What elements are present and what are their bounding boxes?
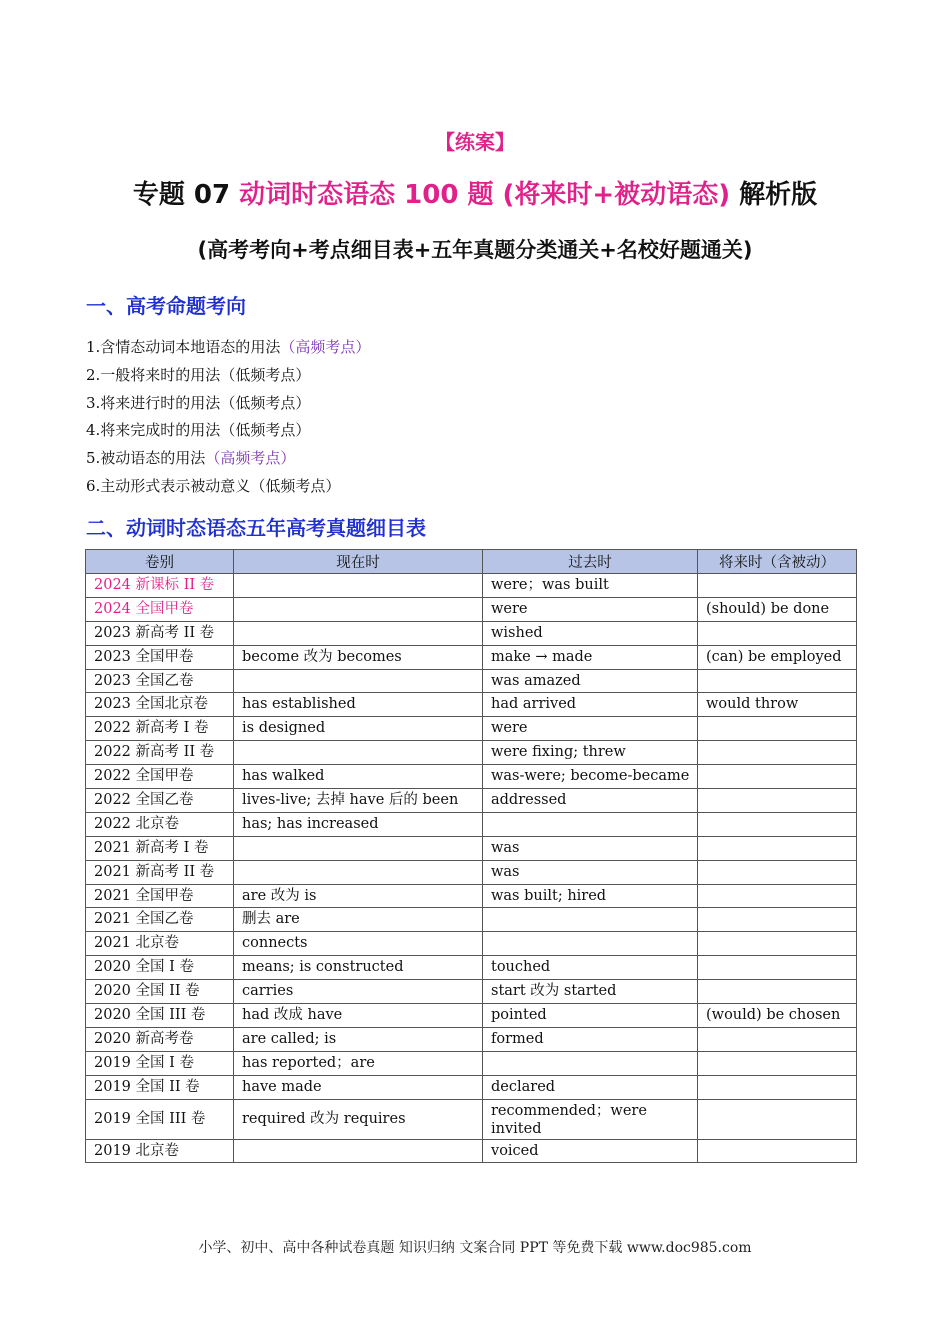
table-row (86, 908, 857, 932)
table-row (86, 884, 857, 908)
table-cell: lives-live; 去掉 have 后的 been (234, 789, 483, 813)
section2-heading: 二、动词时态语态五年高考真题细目表 (86, 516, 426, 540)
table-cell: had 改成 have (234, 1004, 483, 1028)
table-row (86, 812, 857, 836)
table-cell (698, 1075, 857, 1099)
table-cell: 2023 新高考 II 卷 (86, 621, 234, 645)
table-cell (698, 812, 857, 836)
table-cell: has; has increased (234, 812, 483, 836)
table-cell: were fixing; threw (483, 741, 698, 765)
table-cell: was amazed (483, 669, 698, 693)
table-cell: were (483, 597, 698, 621)
table-cell (234, 621, 483, 645)
table-cell: was (483, 860, 698, 884)
table-cell: are called; is (234, 1027, 483, 1051)
table-row (86, 956, 857, 980)
footer: 小学、初中、高中各种试卷真题 知识归纳 文案合同 PPT 等免费下载 www.doc985.com (198, 1240, 752, 1256)
table-cell (698, 1099, 857, 1139)
table-cell: was-were; become-became (483, 765, 698, 789)
table-cell: had arrived (483, 693, 698, 717)
table-row (86, 741, 857, 765)
table-cell: wished (483, 621, 698, 645)
table-row (86, 1027, 857, 1051)
table-cell: 2020 全国 III 卷 (86, 1004, 234, 1028)
table-cell: is designed (234, 717, 483, 741)
table-cell (234, 860, 483, 884)
table-cell: was built; hired (483, 884, 698, 908)
table-cell (698, 621, 857, 645)
table-cell: declared (483, 1075, 698, 1099)
table-cell: 2019 全国 III 卷 (86, 1099, 234, 1139)
table-cell (698, 574, 857, 598)
table-cell (234, 836, 483, 860)
table-cell: 2024 全国甲卷 (86, 597, 234, 621)
list-item: 1.含情态动词本地语态的用法（高频考点） (86, 338, 371, 356)
table-cell: means; is constructed (234, 956, 483, 980)
table-cell: addressed (483, 789, 698, 813)
table-cell (698, 860, 857, 884)
table-cell (234, 597, 483, 621)
table-row (86, 1075, 857, 1099)
table-cell: was (483, 836, 698, 860)
table-cell: 2020 新高考卷 (86, 1027, 234, 1051)
table-cell: pointed (483, 1004, 698, 1028)
table-row (86, 1139, 857, 1163)
table-cell (698, 717, 857, 741)
table-cell: are 改为 is (234, 884, 483, 908)
page-subtitle: (高考考向+考点细目表+五年真题分类通关+名校好题通关) (197, 238, 753, 262)
table-cell (698, 669, 857, 693)
table-row (86, 597, 857, 621)
table-cell: 2020 全国 I 卷 (86, 956, 234, 980)
points-list (86, 334, 370, 501)
table-cell: 2024 新课标 II 卷 (86, 574, 234, 598)
column-header: 现在时 (234, 550, 483, 574)
table-cell: required 改为 requires (234, 1099, 483, 1139)
table-cell: touched (483, 956, 698, 980)
table-row (86, 669, 857, 693)
table-cell (698, 765, 857, 789)
list-item: 3.将来进行时的用法（低频考点） (86, 393, 311, 412)
exam-table (85, 549, 857, 1163)
list-item: 2.一般将来时的用法（低频考点） (86, 365, 311, 384)
table-row (86, 574, 857, 598)
table-cell: 2022 全国乙卷 (86, 789, 234, 813)
table-cell: (should) be done (698, 597, 857, 621)
table-row (86, 836, 857, 860)
table-cell (483, 1051, 698, 1075)
page-title (0, 174, 950, 211)
list-item: 6.主动形式表示被动意义（低频考点） (86, 476, 341, 495)
table-cell: would throw (698, 693, 857, 717)
list-item: 5.被动语态的用法（高频考点） (86, 449, 296, 468)
table-cell (698, 980, 857, 1004)
title-highlight: 动词时态语态 100 题 (将来时+被动语态) (239, 180, 731, 210)
title-suffix: 解析版 (730, 180, 818, 210)
table-cell: 2022 全国甲卷 (86, 765, 234, 789)
table-cell: 2021 全国乙卷 (86, 908, 234, 932)
table-cell: has walked (234, 765, 483, 789)
table-cell (234, 574, 483, 598)
table-cell: has reported；are (234, 1051, 483, 1075)
table-cell: formed (483, 1027, 698, 1051)
table-row (86, 717, 857, 741)
table-cell (698, 932, 857, 956)
table-row (86, 860, 857, 884)
table-row (86, 1099, 857, 1139)
table-cell (698, 741, 857, 765)
column-header: 过去时 (483, 550, 698, 574)
table-row (86, 789, 857, 813)
table-cell: 2022 新高考 II 卷 (86, 741, 234, 765)
table-row (86, 621, 857, 645)
table-row (86, 980, 857, 1004)
table-cell: 2021 新高考 II 卷 (86, 860, 234, 884)
table-cell: has established (234, 693, 483, 717)
table-row (86, 645, 857, 669)
column-header: 卷别 (86, 550, 234, 574)
table-header-row (86, 550, 857, 574)
table-cell: 2023 全国甲卷 (86, 645, 234, 669)
table-cell: (would) be chosen (698, 1004, 857, 1028)
table-cell: make → made (483, 645, 698, 669)
table-cell: connects (234, 932, 483, 956)
table-cell (698, 956, 857, 980)
section1-heading: 一、高考命题考向 (86, 294, 246, 318)
table-cell (698, 908, 857, 932)
table-cell: start 改为 started (483, 980, 698, 1004)
table-cell: 2022 新高考 I 卷 (86, 717, 234, 741)
table-cell: carries (234, 980, 483, 1004)
table-cell: 删去 are (234, 908, 483, 932)
table-cell: 2020 全国 II 卷 (86, 980, 234, 1004)
table-cell (698, 884, 857, 908)
table-cell: 2023 全国北京卷 (86, 693, 234, 717)
table-cell (234, 741, 483, 765)
table-row (86, 765, 857, 789)
table-cell (698, 1139, 857, 1163)
table-cell: 2021 新高考 I 卷 (86, 836, 234, 860)
table-cell: 2023 全国乙卷 (86, 669, 234, 693)
table-cell (483, 908, 698, 932)
table-cell (698, 789, 857, 813)
table-row (86, 1004, 857, 1028)
table-cell (698, 836, 857, 860)
table-cell (234, 669, 483, 693)
table-cell (483, 932, 698, 956)
table-cell: 2019 北京卷 (86, 1139, 234, 1163)
table-cell: have made (234, 1075, 483, 1099)
table-cell: 2021 全国甲卷 (86, 884, 234, 908)
table-row (86, 1051, 857, 1075)
table-row (86, 932, 857, 956)
table-cell (698, 1051, 857, 1075)
table-cell: were (483, 717, 698, 741)
title-prefix: 专题 07 (132, 180, 240, 210)
table-cell: (can) be employed (698, 645, 857, 669)
table-cell: become 改为 becomes (234, 645, 483, 669)
table-cell (483, 812, 698, 836)
table-cell: voiced (483, 1139, 698, 1163)
list-item: 4.将来完成时的用法（低频考点） (86, 421, 311, 440)
column-header: 将来时（含被动） (698, 550, 857, 574)
table-cell: were；was built (483, 574, 698, 598)
table-row (86, 693, 857, 717)
table-cell: 2019 全国 II 卷 (86, 1075, 234, 1099)
table-cell (698, 1027, 857, 1051)
table-cell (234, 1139, 483, 1163)
table-cell: 2021 北京卷 (86, 932, 234, 956)
table-cell: 2019 全国 I 卷 (86, 1051, 234, 1075)
table-cell: 2022 北京卷 (86, 812, 234, 836)
table-cell: recommended；were invited (483, 1099, 698, 1139)
doc-tag: 【练案】 (435, 130, 515, 154)
